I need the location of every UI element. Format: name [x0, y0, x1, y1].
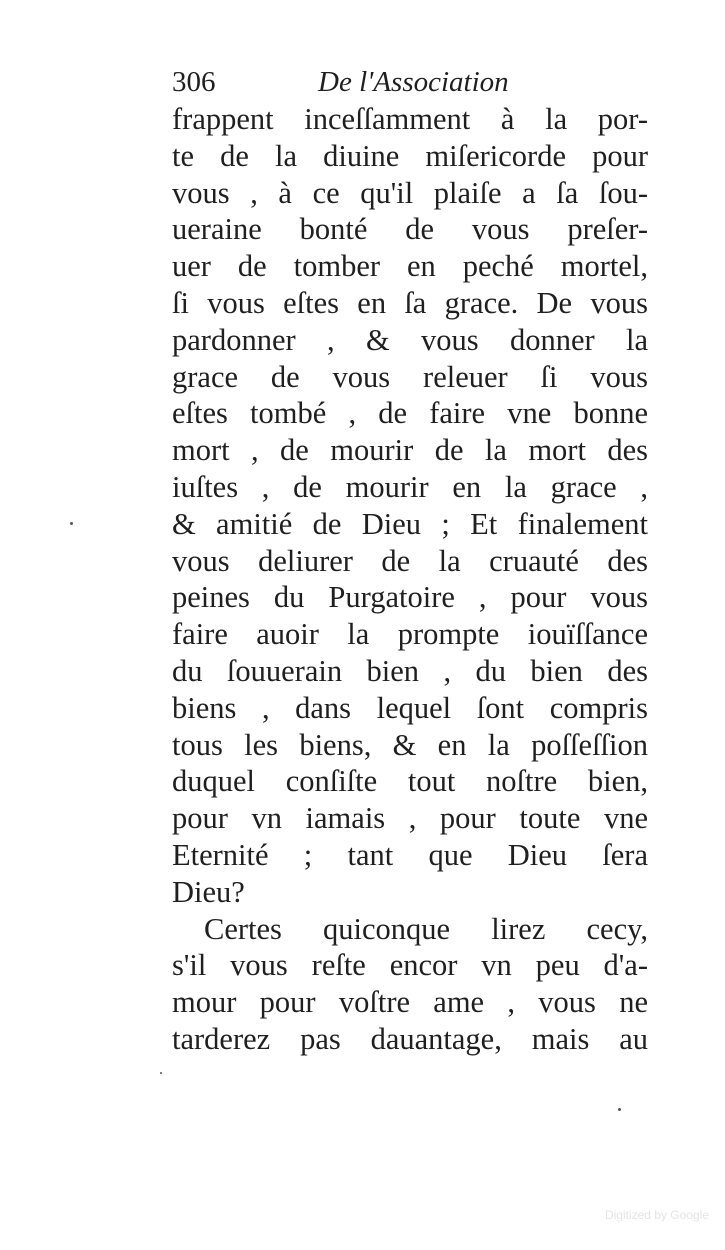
body-text	[172, 101, 648, 1058]
text-line: Dieu?	[172, 874, 245, 909]
text-line: tarderez pas dauantage, mais au	[172, 1021, 648, 1056]
text-line: uer de tomber en peché mortel,	[172, 249, 648, 284]
text-line: te de la diuine miſericorde pour	[172, 138, 648, 173]
text-line: & amitié de Dieu ; Et finalement	[172, 506, 648, 541]
ink-speck	[618, 1108, 621, 1111]
text-line: grace de vous releuer ſi vous	[172, 359, 648, 394]
ink-speck	[70, 522, 73, 525]
text-line: mort , de mourir de la mort des	[172, 433, 648, 468]
text-line: ueraine bonté de vous preſer-	[172, 212, 648, 247]
text-line: du ſouuerain bien , du bien des	[172, 653, 648, 688]
text-line: mour pour voſtre ame , vous ne	[172, 985, 648, 1020]
text-line: vous deliurer de la cruauté des	[172, 543, 648, 578]
text-line: tous les biens, & en la poſſeſſion	[172, 727, 648, 762]
text-line: pardonner , & vous donner la	[172, 322, 648, 357]
text-line: iuſtes , de mourir en la grace ,	[172, 469, 648, 504]
text-line: peines du Purgatoire , pour vous	[172, 580, 648, 615]
text-line: Eternité ; tant que Dieu ſera	[172, 837, 648, 872]
ink-speck	[160, 1072, 162, 1074]
text-line: frappent inceſſamment à la por-	[172, 102, 648, 136]
page-number: 306	[172, 66, 216, 98]
text-line: pour vn iamais , pour toute vne	[172, 801, 648, 836]
text-line: faire auoir la prompte iouïſſance	[172, 617, 648, 652]
running-head	[172, 62, 642, 102]
text-line: duquel conſiſte tout noſtre bien,	[172, 764, 648, 799]
text-line: s'il vous reſte encor vn peu d'a-	[172, 948, 648, 983]
text-line: Certes quiconque lirez cecy,	[204, 911, 648, 946]
running-title: De l'Association	[318, 66, 509, 98]
text-line: vous , à ce qu'il plaiſe a ſa ſou-	[172, 175, 648, 210]
text-line: eſtes tombé , de faire vne bonne	[172, 396, 648, 431]
digitization-watermark: Digitized by Google	[604, 1208, 709, 1222]
text-line: biens , dans lequel ſont compris	[172, 690, 648, 725]
text-line: ſi vous eſtes en ſa grace. De vous	[172, 285, 648, 320]
